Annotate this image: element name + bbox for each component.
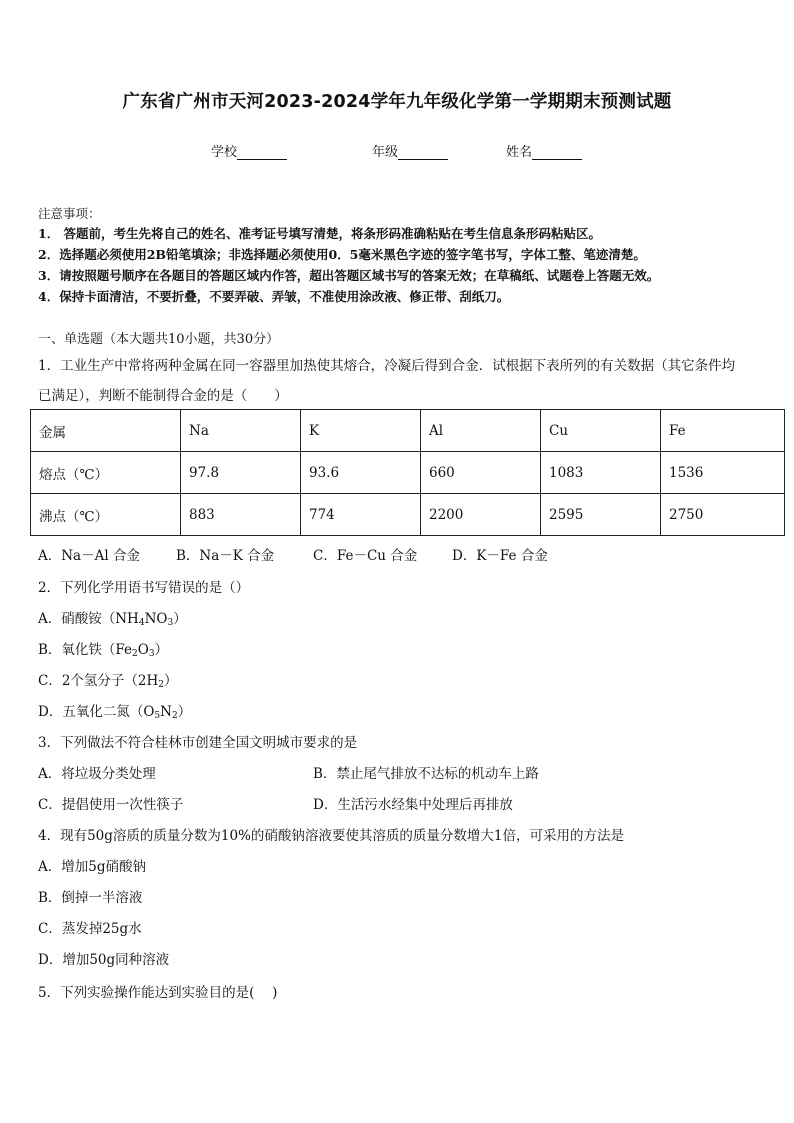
subscript: 2 [158,680,165,690]
table-cell: 熔点（℃） [31,452,181,494]
table-row [31,494,785,536]
metal-data-table [30,409,785,536]
subscript: 2 [171,711,178,721]
q2-option-d[interactable] [38,700,191,720]
table-row [31,410,785,452]
school-field[interactable] [211,141,287,160]
q4-option-c[interactable]: C．蒸发掉25g水 [38,921,142,937]
q2-option-a-text: ） [173,611,187,627]
subscript: 4 [138,618,145,628]
subscript: 3 [148,649,155,659]
table-cell: 2200 [421,494,541,536]
q2-option-d-text: N [160,704,172,720]
q3-option-a[interactable]: A．将垃圾分类处理 [38,766,156,782]
q3-option-d[interactable]: D．生活污水经集中处理后再排放 [313,797,513,813]
table-cell: 2595 [541,494,661,536]
name-blank[interactable] [532,145,582,160]
question-4-stem: 4．现有50g溶质的质量分数为10%的硝酸钠溶液要使其溶质的质量分数增大1倍，可采用的方法是 [38,828,625,844]
q3-option-b[interactable]: B．禁止尾气排放不达标的机动车上路 [313,766,539,782]
table-cell: 1083 [541,452,661,494]
note-item: 3．请按照题号顺序在各题目的答题区域内作答，超出答题区域书写的答案无效；在草稿纸、试题卷上答题无效。 [38,268,660,283]
q1-option-a[interactable]: A．Na－Al 合金 [38,548,140,564]
q2-option-b[interactable] [38,638,168,658]
note-item: 4．保持卡面清洁，不要折叠，不要弄破、弄皱，不准使用涂改液、修正带、刮纸刀。 [38,289,510,304]
subscript: 2 [132,649,138,659]
q2-option-a-text: A．硝酸铵（NH [38,611,139,627]
table-cell: 774 [301,494,421,536]
table-cell: Al [421,410,541,452]
table-cell: 2750 [661,494,785,536]
school-blank[interactable] [237,145,287,160]
table-cell: 1536 [661,452,785,494]
question-2-stem: 2．下列化学用语书写错误的是（） [38,580,250,596]
table-cell: 沸点（℃） [31,494,181,536]
table-cell: 93.6 [301,452,421,494]
question-1-stem: 1．工业生产中常将两种金属在同一容器里加热使其熔合，冷凝后得到合金．试根据下表所列的有关数据（其它条件均 [38,358,736,374]
q2-option-b-text: ） [154,642,169,658]
table-cell: 97.8 [181,452,301,494]
name-label: 姓名 [506,145,533,160]
table-cell: Fe [661,410,785,452]
table-cell: K [301,410,421,452]
grade-blank[interactable] [398,145,448,160]
q2-option-c[interactable] [38,669,178,689]
grade-field[interactable] [372,141,448,160]
grade-label: 年级 [372,145,399,160]
q2-option-a-text: NO [144,611,168,627]
q1-option-c[interactable]: C．Fe－Cu 合金 [313,548,418,564]
section-heading: 一、单选题（本大题共10小题，共30分） [38,332,280,347]
question-3-stem: 3．下列做法不符合桂林市创建全国文明城市要求的是 [38,735,358,751]
question-1-stem-cont: 已满足），判断不能制得合金的是（ ） [38,388,288,404]
q1-option-d[interactable]: D．K－Fe 合金 [452,548,548,564]
table-cell: 金属 [31,410,181,452]
q4-option-a[interactable]: A．增加5g硝酸钠 [38,859,146,875]
school-label: 学校 [211,145,238,160]
q2-option-a[interactable] [38,607,187,627]
subscript: 3 [167,618,174,628]
subscript: 5 [154,711,161,721]
q3-option-c[interactable]: C．提倡使用一次性筷子 [38,797,184,813]
q2-option-c-text: C．2个氢分子（2H [38,673,159,689]
q4-option-d[interactable]: D．增加50g同种溶液 [38,952,170,968]
table-cell: Na [181,410,301,452]
note-item: 1． 答题前，考生先将自己的姓名、准考证号填写清楚，将条形码准确粘贴在考生信息条形码粘贴区。 [38,226,602,241]
note-item: 2．选择题必须使用2B铅笔填涂；非选择题必须使用0．5毫米黑色字迹的签字笔书写，字体工整、笔迹清楚。 [38,247,646,262]
table-row [31,452,785,494]
question-5-stem: 5．下列实验操作能达到实验目的是( ) [38,985,278,1001]
table-cell: 883 [181,494,301,536]
q1-option-b[interactable]: B．Na－K 合金 [176,548,275,564]
page-title: 广东省广州市天河2023-2024学年九年级化学第一学期期末预测试题 [122,92,672,112]
name-field[interactable] [506,141,582,160]
notes-heading: 注意事项： [38,206,101,221]
table-cell: 660 [421,452,541,494]
q2-option-d-text: ） [177,704,192,720]
q2-option-c-text: ） [164,673,178,689]
q2-option-b-text: B．氧化铁（Fe [38,642,133,658]
q4-option-b[interactable]: B．倒掉一半溶液 [38,890,143,906]
table-cell: Cu [541,410,661,452]
q2-option-b-text: O [137,642,149,658]
q2-option-d-text: D．五氧化二氮（O [38,704,155,720]
